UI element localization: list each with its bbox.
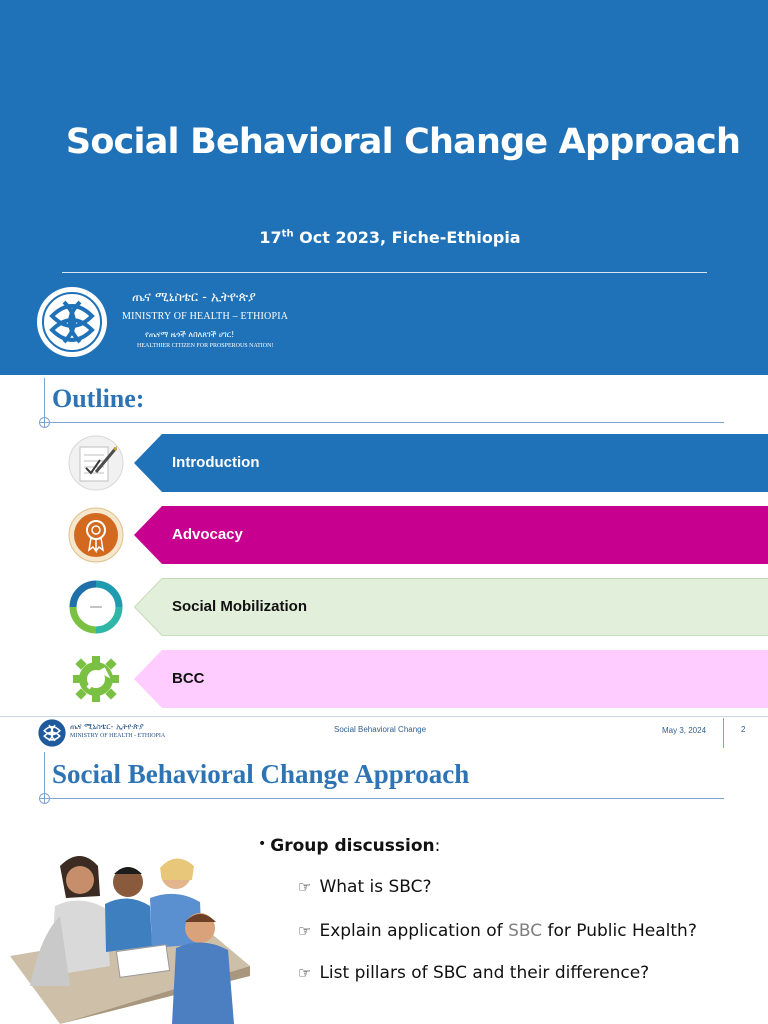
- question-item: ☞ Explain application of SBC for Public Health?: [298, 921, 697, 941]
- logo-amharic-text: ጤና ሚኒስቴር - ኢትዮጵያ: [132, 290, 256, 305]
- page-number: 2: [741, 725, 746, 734]
- pointing-hand-icon: ☞: [298, 964, 312, 982]
- outline-item-label: BCC: [172, 670, 205, 687]
- outline-item-introduction: [66, 434, 726, 492]
- outline-item-advocacy: [66, 506, 726, 564]
- award-ribbon-icon: [66, 506, 126, 564]
- footer-date: May 3, 2024: [662, 726, 707, 735]
- group-discussion-bullet: • Group discussion:: [258, 836, 441, 856]
- gear-wrench-icon: [66, 650, 126, 708]
- logo-ministry-text: MINISTRY OF HEALTH – ETHIOPIA: [122, 311, 289, 322]
- group-discussion-illustration-icon: [0, 836, 250, 1024]
- outline-item-social-mobilization: [66, 578, 726, 636]
- outline-item-bcc: [66, 650, 726, 708]
- footer-ministry: MINISTRY OF HEALTH - ETHIOPIA: [70, 733, 166, 739]
- footer-title: Social Behavioral Change: [334, 725, 427, 734]
- checklist-pen-icon: [66, 434, 126, 492]
- crosshair-icon: [39, 793, 50, 804]
- ministry-logo-icon: [38, 719, 66, 747]
- pointing-hand-icon: ☞: [298, 922, 312, 940]
- title-slide: [0, 0, 768, 375]
- slide-title: Social Behavioral Change Approach: [65, 122, 741, 162]
- cycle-arrows-icon: [66, 578, 126, 636]
- outline-item-label: Advocacy: [172, 526, 243, 543]
- crosshair-icon: [39, 417, 50, 428]
- ministry-logo-icon: [36, 286, 108, 358]
- outline-item-label: Introduction: [172, 454, 260, 471]
- divider: [62, 272, 707, 273]
- outline-arrow-banner: [134, 650, 768, 708]
- slide-title: Social Behavioral Change Approach: [52, 759, 470, 789]
- motto-amharic: የጤናማ ዜጎች ለበለጸገች ሀገር!: [145, 330, 235, 339]
- footer-amharic: ጤና ሚኒስቴር- ኢትዮጵያ: [70, 722, 144, 731]
- motto-english: HEALTHIER CITIZEN FOR PROSPEROUS NATION!: [137, 343, 274, 349]
- outline-title: Outline:: [52, 384, 145, 413]
- question-item: ☞ What is SBC?: [298, 877, 432, 897]
- pointing-hand-icon: ☞: [298, 878, 312, 896]
- question-item: ☞ List pillars of SBC and their difference?: [298, 963, 650, 983]
- slide-date: 17th Oct 2023, Fiche-Ethiopia: [259, 228, 521, 247]
- outline-item-label: Social Mobilization: [172, 598, 308, 615]
